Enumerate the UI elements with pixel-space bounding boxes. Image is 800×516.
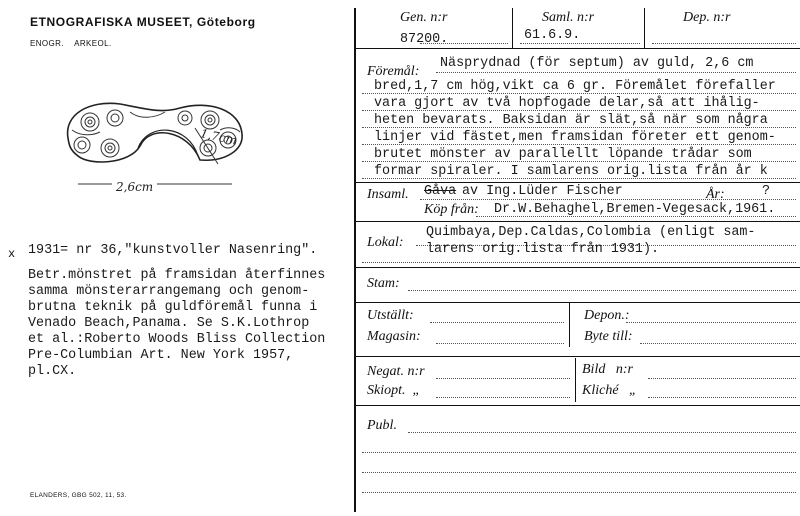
negat-nr-label: Negat. n:r <box>367 364 425 379</box>
notes-line-5: Venado Beach,Panama. Se S.K.Lothrop <box>28 316 310 331</box>
dotted-line <box>362 452 796 453</box>
sketch-height-label: 1,7cm <box>198 126 239 148</box>
ar-label: År: <box>706 187 725 202</box>
form-col-divider-3 <box>569 303 570 347</box>
foremal-line-3: vara gjort av två hopfogade delar,så att ihålig- <box>374 96 760 111</box>
saml-nr-label: Saml. n:r <box>542 10 595 25</box>
byte-till-label: Byte till: <box>584 329 633 344</box>
form-rule-3 <box>355 221 800 222</box>
lokal-label: Lokal: <box>367 235 404 250</box>
form-rule-7 <box>355 405 800 406</box>
depon-label: Depon.: <box>584 308 630 323</box>
form-rule-1 <box>355 48 800 49</box>
notes-line-6: et al.:Roberto Woods Bliss Collection <box>28 332 326 347</box>
dotted-line <box>362 472 796 473</box>
lokal-line-2: larens orig.lista från 1931). <box>426 242 660 257</box>
form-col-divider-2 <box>644 8 645 48</box>
kop-fran-value: Dr.W.Behaghel,Bremen-Vegesack,1961. <box>494 202 776 217</box>
dotted-line <box>362 262 796 263</box>
dotted-line <box>420 199 796 200</box>
magasin-label: Magasin: <box>367 329 421 344</box>
kliche-label: Kliché „ <box>582 383 637 398</box>
dotted-line <box>520 43 640 44</box>
dotted-line <box>362 492 796 493</box>
publ-label: Publ. <box>367 418 397 433</box>
dotted-line <box>648 378 796 379</box>
notes-line-1: 1931= nr 36,"kunstvoller Nasenring". <box>28 243 318 258</box>
utstallt-label: Utställt: <box>367 308 414 323</box>
printer-imprint: ELANDERS, GBG 502, 11, 53. <box>30 492 127 499</box>
notes-line-4: brutna teknik på guldföremål funna i <box>28 300 318 315</box>
form-rule-6 <box>355 356 800 357</box>
foremal-line-5: linjer vid fästet,men framsidan företer ett genom- <box>374 130 776 145</box>
form-left-border <box>354 8 356 512</box>
gen-nr-value: 87200. <box>400 32 449 47</box>
ar-value: ? <box>762 184 771 199</box>
form-rule-4 <box>355 267 800 268</box>
dotted-line <box>430 322 564 323</box>
dotted-line <box>436 397 570 398</box>
form-col-divider-4 <box>575 358 576 402</box>
insaml-struck: Gåva <box>424 184 457 199</box>
insaml-value: av Ing.Lüder Fischer <box>462 184 623 199</box>
stam-label: Stam: <box>367 276 400 291</box>
notes-line-8: pl.CX. <box>28 364 77 379</box>
foremal-line-4: heten bevarats. Baksidan är slät,så när som några <box>374 113 768 128</box>
dotted-line <box>436 343 564 344</box>
dotted-line <box>436 72 796 73</box>
dotted-line <box>408 290 796 291</box>
foremal-line-6: brutet mönster av parallellt löpande trådar som <box>374 147 752 162</box>
insaml-label: Insaml. <box>367 187 409 202</box>
header-codes: ENOGR. ARKEOL. <box>30 39 112 48</box>
foremal-line-2: bred,1,7 cm hög,vikt ca 6 gr. Föremålet förefaller <box>374 79 776 94</box>
sketch-width-label: 2,6cm <box>112 180 157 194</box>
form-rule-5 <box>355 302 800 303</box>
museum-name: ETNOGRAFISKA MUSEET, <box>30 15 193 29</box>
dotted-line <box>648 397 796 398</box>
skiopt-label: Skiopt. „ <box>367 383 421 398</box>
foremal-line-7: formar spiraler. I samlarens orig.lista från år k <box>374 164 768 179</box>
museum-city: Göteborg <box>196 15 256 29</box>
saml-nr-value: 61.6.9. <box>524 28 581 43</box>
dotted-line <box>408 432 796 433</box>
lokal-line-1: Quimbaya,Dep.Caldas,Colombia (enligt sam- <box>426 225 756 240</box>
foremal-line-1: Näsprydnad (för septum) av guld, 2,6 cm <box>440 56 754 71</box>
kop-fran-label: Köp från: <box>424 202 479 217</box>
form-col-divider-1 <box>512 8 513 48</box>
notes-line-3: samma mönsterarrangemang och genom- <box>28 284 310 299</box>
gen-nr-label: Gen. n:r <box>400 10 448 25</box>
foremal-label: Föremål: <box>367 64 420 79</box>
museum-title <box>30 15 256 29</box>
bild-nr-label: Bild n:r <box>582 362 633 377</box>
dotted-line <box>640 343 796 344</box>
dotted-line <box>626 322 796 323</box>
notes-line-7: Pre-Columbian Art. New York 1957, <box>28 348 294 363</box>
form-rule-2 <box>355 182 800 183</box>
note-mark: x <box>8 247 16 261</box>
dep-nr-label: Dep. n:r <box>683 10 731 25</box>
dotted-line <box>652 43 796 44</box>
dotted-line <box>436 378 570 379</box>
notes-line-2: Betr.mönstret på framsidan återfinnes <box>28 268 326 283</box>
